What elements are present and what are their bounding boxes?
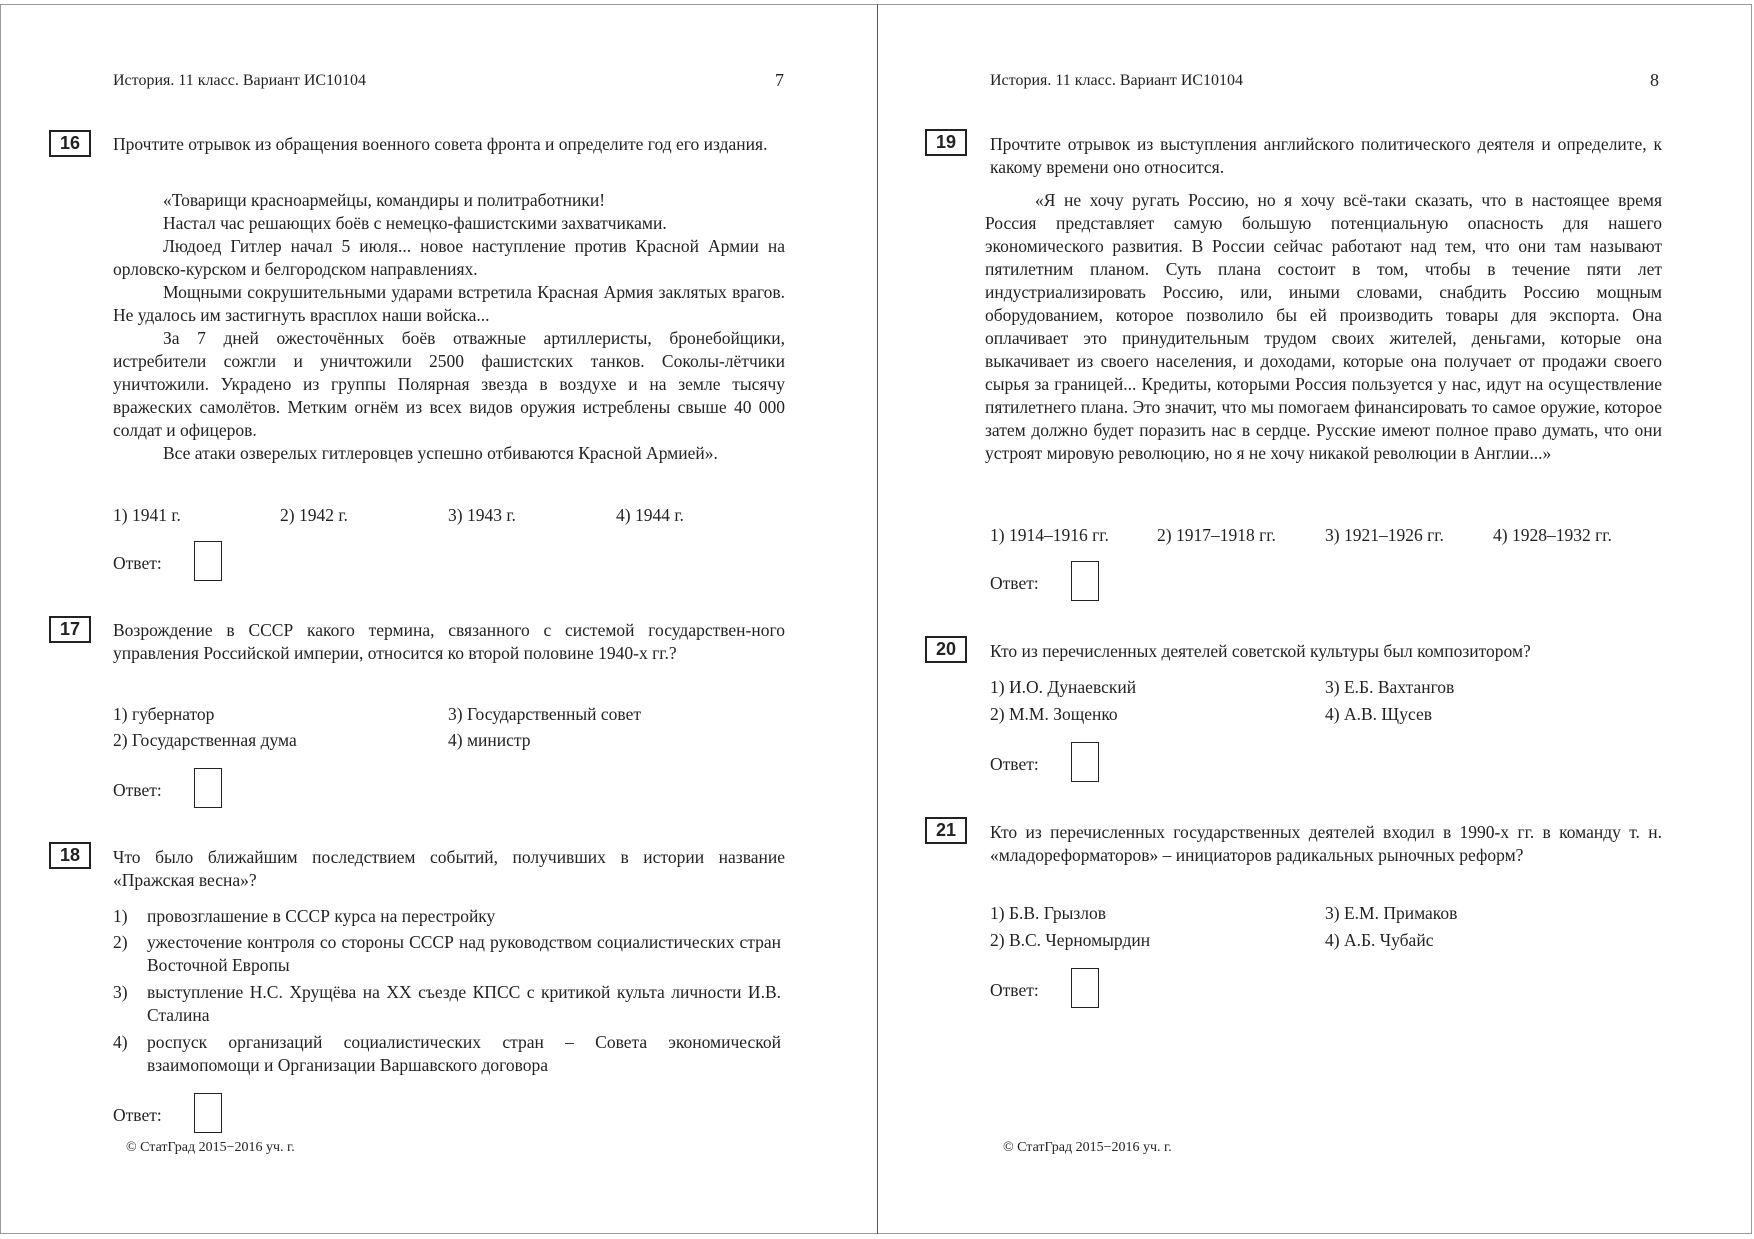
option-number: 4) xyxy=(113,1032,128,1052)
quote-block xyxy=(985,189,1662,465)
question-text: Кто из перечисленных государственных деятелей входил в 1990-х гг. в команду т. н. «младореформаторов» – инициаторов радикальных рыночных реформ? xyxy=(990,822,1662,865)
page-header: История. 11 класс. Вариант ИС10104 xyxy=(990,72,1244,89)
answer-label: Ответ: xyxy=(990,980,1039,1000)
option-number: 1) xyxy=(113,906,128,926)
page-number: 7 xyxy=(775,70,784,90)
quote-paragraph: Людоед Гитлер начал 5 июля... новое наступление против Красной Армии на орловско-курском и белгородском направлениях. xyxy=(113,236,785,279)
answer-option[interactable]: 2) М.М. Зощенко xyxy=(990,704,1118,724)
answer-option[interactable] xyxy=(113,931,781,977)
question-text: Прочтите отрывок из выступления английского политического деятеля и определите, к какому времени оно относится. xyxy=(990,134,1662,177)
question-number: 21 xyxy=(925,817,967,844)
page-8 xyxy=(877,0,1754,1239)
answer-option[interactable]: 1) губернатор xyxy=(113,704,215,724)
answer-option[interactable]: 1) 1941 г. xyxy=(113,505,181,525)
question-number: 18 xyxy=(49,842,91,869)
page-footer: © СтатГрад 2015−2016 уч. г. xyxy=(126,1140,295,1155)
answer-label: Ответ: xyxy=(113,1105,162,1125)
option-text: ужесточение контроля со стороны СССР над руководством социалистических стран Восточной Европы xyxy=(147,932,781,975)
answer-box[interactable] xyxy=(1071,742,1099,782)
quote-paragraph: Настал час решающих боёв с немецко-фашистскими захватчиками. xyxy=(163,213,667,233)
page-footer: © СтатГрад 2015−2016 уч. г. xyxy=(1003,1140,1172,1155)
answer-option[interactable] xyxy=(113,981,781,1027)
answer-option[interactable]: 3) 1943 г. xyxy=(448,505,516,525)
option-text: роспуск организаций социалистических стран – Совета экономической взаимопомощи и Организации Варшавского договора xyxy=(147,1032,781,1075)
quote-paragraph: Все атаки озверелых гитлеровцев успешно отбиваются Красной Армией». xyxy=(163,443,718,463)
page-number: 8 xyxy=(1650,70,1659,90)
answer-box[interactable] xyxy=(1071,561,1099,601)
question-text: Что было ближайшим последствием событий, получивших в истории название «Пражская весна»? xyxy=(113,847,785,890)
quote-block xyxy=(113,189,785,465)
answer-option[interactable]: 3) Е.Б. Вахтангов xyxy=(1325,677,1455,697)
question-number: 19 xyxy=(925,129,967,156)
answer-option[interactable]: 4) А.Б. Чубайс xyxy=(1325,930,1434,950)
answer-label: Ответ: xyxy=(113,553,162,573)
question-text: Возрождение в СССР какого термина, связанного с системой государствен-ного управления Российской империи, относится ко второй половине 1940-х гг.? xyxy=(113,620,785,663)
question-number: 17 xyxy=(49,616,91,643)
answer-option[interactable]: 4) А.В. Щусев xyxy=(1325,704,1433,724)
quote-paragraph: За 7 дней ожесточённых боёв отважные артиллеристы, бронебойщики, истребители сожгли и уничтожили 2500 фашистских танков. Соколы-лётчики уничтожили. Украдено из группы Полярная звезда в воздухе и на земле тысячу вражеских самолётов. Метким огнём из всех видов оружия истреблены свыше 40 000 солдат и офицеров. xyxy=(113,328,785,440)
answer-option[interactable]: 2) В.С. Черномырдин xyxy=(990,930,1151,950)
option-number: 3) xyxy=(113,982,128,1002)
answer-option[interactable]: 1) И.О. Дунаевский xyxy=(990,677,1137,697)
quote-paragraph: Мощными сокрушительными ударами встретила Красная Армия заклятых врагов. Не удалось им застигнуть врасплох наши войска... xyxy=(113,282,785,325)
answer-label: Ответ: xyxy=(990,754,1039,774)
answer-label: Ответ: xyxy=(990,573,1039,593)
answer-option[interactable]: 4) министр xyxy=(448,730,531,750)
question-text: Кто из перечисленных деятелей советской культуры был композитором? xyxy=(990,641,1531,661)
answer-option[interactable]: 3) 1921–1926 гг. xyxy=(1325,525,1444,545)
answer-option[interactable]: 4) 1928–1932 гг. xyxy=(1493,525,1612,545)
question-number: 20 xyxy=(925,636,967,663)
answer-option[interactable]: 4) 1944 г. xyxy=(616,505,684,525)
answer-label: Ответ: xyxy=(113,780,162,800)
page-header: История. 11 класс. Вариант ИС10104 xyxy=(113,72,367,89)
answer-option[interactable]: 3) Е.М. Примаков xyxy=(1325,903,1458,923)
answer-box[interactable] xyxy=(194,768,222,808)
answer-option[interactable]: 2) Государственная дума xyxy=(113,730,297,750)
option-text: выступление Н.С. Хрущёва на XX съезде КПСС с критикой культа личности И.В. Сталина xyxy=(147,982,781,1025)
answer-option[interactable] xyxy=(113,1031,781,1077)
answer-option[interactable] xyxy=(113,905,781,928)
quote-paragraph: «Товарищи красноармейцы, командиры и политработники! xyxy=(163,190,606,210)
answer-option[interactable]: 2) 1917–1918 гг. xyxy=(1157,525,1276,545)
answer-box[interactable] xyxy=(194,1093,222,1133)
answer-option[interactable]: 2) 1942 г. xyxy=(280,505,348,525)
answer-box[interactable] xyxy=(194,541,222,581)
quote-paragraph: «Я не хочу ругать Россию, но я хочу всё-таки сказать, что в настоящее время Россия представляет самую большую потенциальную опасность для нашего экономического развития. В России сейчас работают над тем, что они там называют пятилетним планом. Суть плана состоит в том, чтобы в течение пяти лет индустриализировать Россию, или, иными словами, снабдить Россию мощным оборудованием, которое позволило бы ей производить товары для экспорта. Она оплачивает это принудительным трудом своих жителей, деньгами, которые она выкачивает из своего населения, и доходами, которые она получает от продажи своего сырья за границей... Кредиты, которыми Россия пользуется у нас, идут на осуществление пятилетнего плана. Это значит, что мы помогаем финансировать то самое оружие, которое затем должно будет поразить нас в сердце. Русские имеют полное право думать, что они устроят мировую революцию, но я не хочу никакой революции в Англии...» xyxy=(985,190,1662,463)
option-number: 2) xyxy=(113,932,128,952)
question-text: Прочтите отрывок из обращения военного совета фронта и определите год его издания. xyxy=(113,134,768,154)
option-text: провозглашение в СССР курса на перестройку xyxy=(147,906,496,926)
answer-option[interactable]: 3) Государственный совет xyxy=(448,704,641,724)
answer-box[interactable] xyxy=(1071,968,1099,1008)
answer-option[interactable]: 1) 1914–1916 гг. xyxy=(990,525,1109,545)
answer-option[interactable]: 1) Б.В. Грызлов xyxy=(990,903,1106,923)
question-number: 16 xyxy=(49,130,91,157)
